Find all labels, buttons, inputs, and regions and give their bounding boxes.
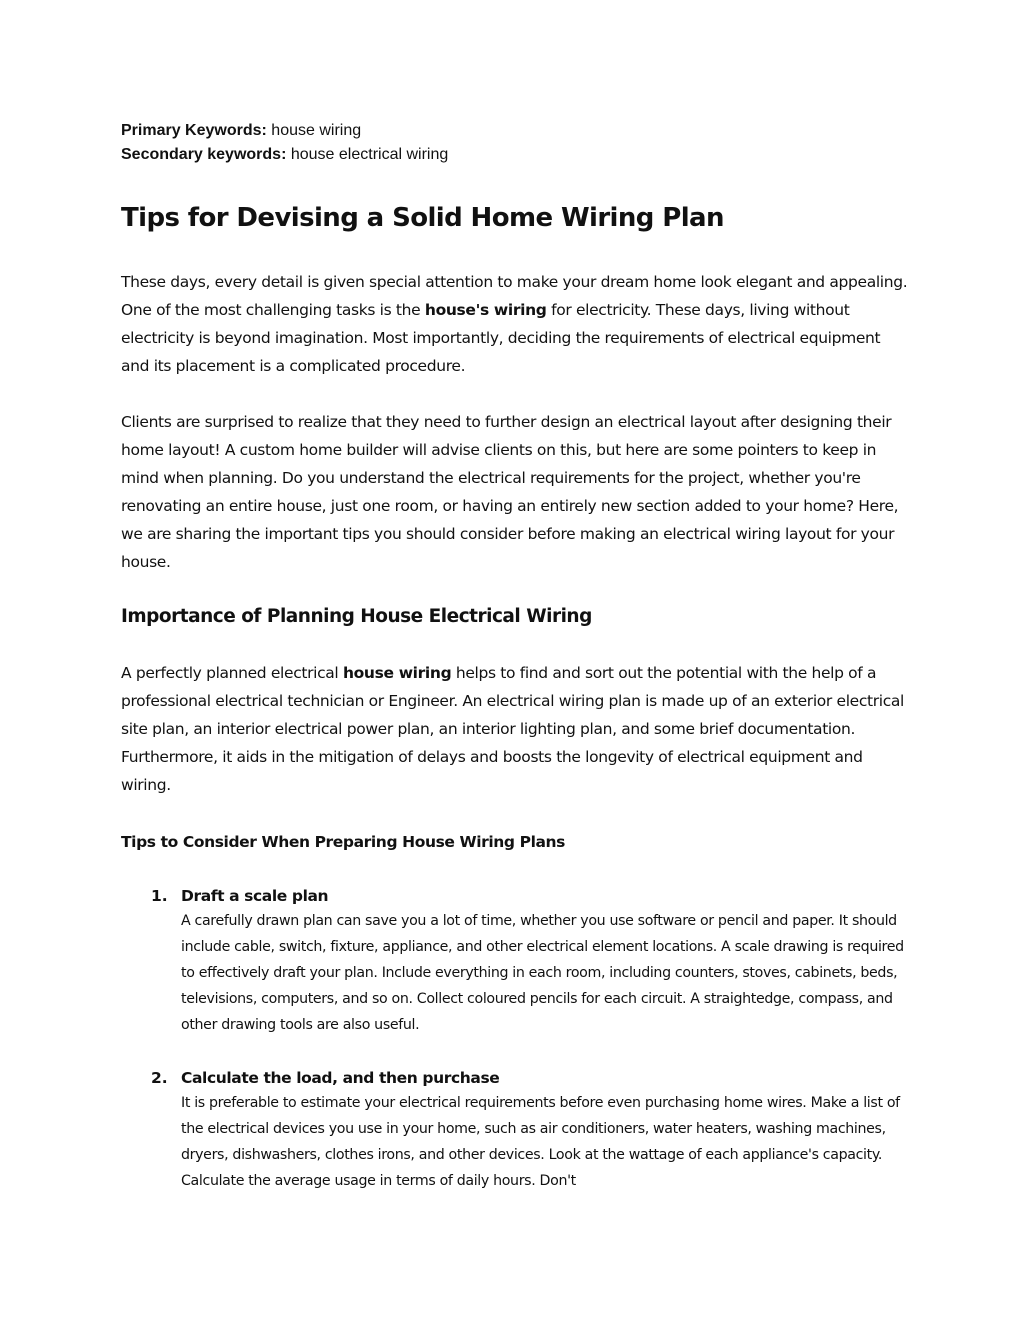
intro-p1-text-a: These days, every detail is given special attention to make your dream home look elegant and appealing. One of the most challenging tasks is the xyxy=(121,273,908,319)
intro-paragraph-2: Clients are surprised to realize that they need to further design an electrical layout after designing their home layout! A custom home builder will advise clients on this, but here are some pointers to keep in mind when planning. Do you understand the electrical requirements for the project, whether you're renovating an entire house, just one room, or having an entirely new section added to your home? Here, we are sharing the important tips you should consider before making an electrical wiring layout for your house. xyxy=(121,413,899,571)
primary-keywords-value: house wiring xyxy=(266,122,362,139)
secondary-keywords-line xyxy=(121,143,911,167)
primary-keywords-label: Primary Keywords: xyxy=(121,122,267,139)
importance-heading: Importance of Planning House Electrical Wiring xyxy=(121,606,592,627)
tip-number: 1. xyxy=(151,887,168,905)
importance-text-b: helps to find and sort out the potential with the help of a professional electrical technician or Engineer. An electrical wiring plan is made up of an exterior electrical site plan, an interior electrical power plan, an interior lighting plan, and some brief documentation. Furthermore, it aids in the mitigation of delays and boosts the longevity of electrical equipment and wiring. xyxy=(121,664,904,794)
intro-p1-bold: house's wiring xyxy=(424,301,547,319)
tip-title: Draft a scale plan xyxy=(181,887,329,905)
tip-item xyxy=(121,884,911,1038)
secondary-keywords-label: Secondary keywords: xyxy=(121,146,287,163)
tip-body: It is preferable to estimate your electrical requirements before even purchasing home wires. Make a list of the electrical devices you use in your home, such as air conditioners, water heaters, washing machines, dryers, dishwashers, clothes irons, and other devices. Look at the wattage of each appliance's capacity. Calculate the average usage in terms of daily hours. Don't xyxy=(181,1095,900,1189)
tip-body: A carefully drawn plan can save you a lot of time, whether you use software or pencil and paper. It should include cable, switch, fixture, appliance, and other electrical element locations. A scale drawing is required to effectively draft your plan. Include everything in each room, including counters, stoves, cabinets, beds, televisions, computers, and so on. Collect coloured pencils for each circuit. A straightedge, compass, and other drawing tools are also useful. xyxy=(181,913,904,1033)
importance-text-a: A perfectly planned electrical xyxy=(121,664,343,682)
tip-number: 2. xyxy=(151,1069,168,1087)
primary-keywords-line xyxy=(121,119,911,143)
secondary-keywords-value: house electrical wiring xyxy=(286,146,449,163)
importance-bold: house wiring xyxy=(342,664,452,682)
tip-title: Calculate the load, and then purchase xyxy=(181,1069,500,1087)
tips-heading: Tips to Consider When Preparing House Wiring Plans xyxy=(121,833,566,851)
document-page xyxy=(121,119,911,1194)
tips-list xyxy=(121,884,911,1194)
intro-p1-text-b: for electricity. These days, living without electricity is beyond imagination. Most importantly, deciding the requirements of electrical equipment and its placement is a complicated procedure. xyxy=(121,301,881,375)
document-title: Tips for Devising a Solid Home Wiring Plan xyxy=(121,203,724,233)
importance-paragraph xyxy=(121,659,911,799)
tip-item xyxy=(121,1066,911,1194)
intro-paragraph-1 xyxy=(121,268,911,380)
